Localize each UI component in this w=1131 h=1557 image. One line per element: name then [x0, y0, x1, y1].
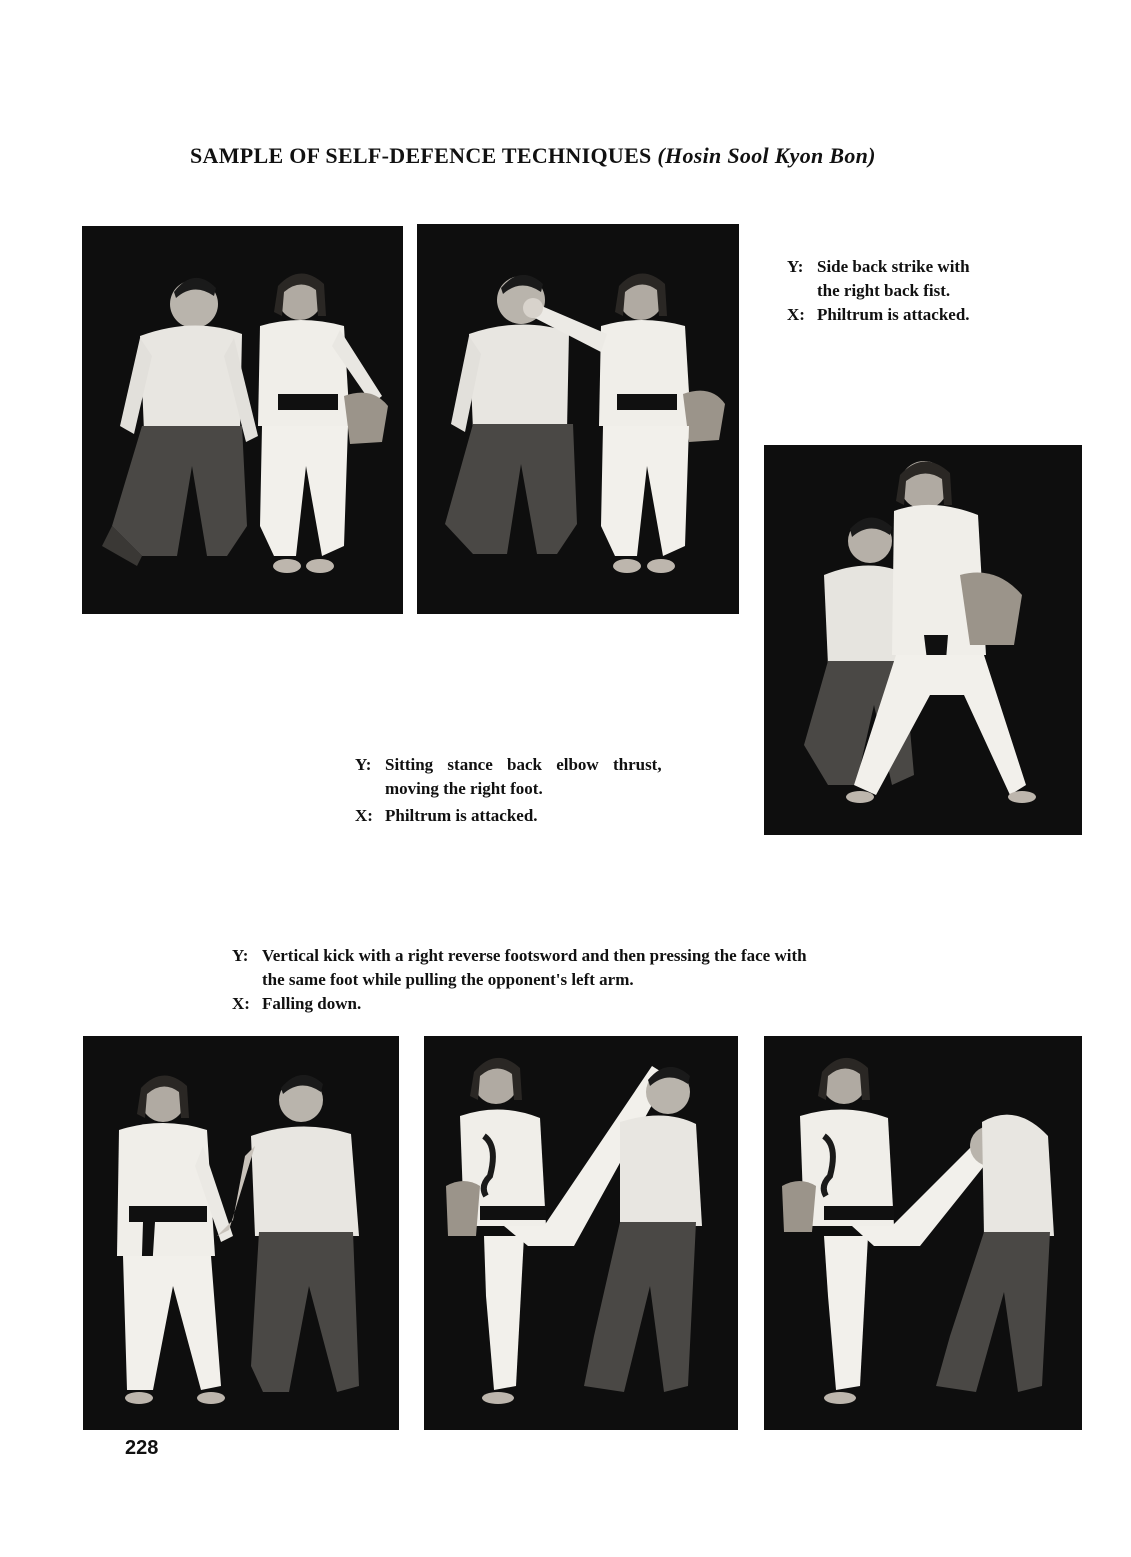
caption-x-key: X: [355, 806, 373, 825]
caption-y-text: Vertical kick with a right reverse footsword and then pressing the face with [262, 946, 807, 965]
photo-vertical-kick [424, 1036, 738, 1430]
caption-y-text: Sitting stance back elbow thrust, [385, 755, 662, 774]
caption-x-text: Philtrum is attacked. [817, 305, 970, 324]
title-subtitle: (Hosin Sool Kyon Bon) [657, 143, 876, 168]
page-title [190, 143, 1030, 169]
caption-x-text: Philtrum is attacked. [385, 806, 538, 825]
caption-x-text: Falling down. [262, 994, 362, 1013]
caption-y-text-continued: the same foot while pulling the opponent's left arm. [262, 970, 634, 989]
caption-y-key: Y: [787, 257, 804, 276]
photo-elbow-thrust [764, 445, 1082, 835]
caption-y-key: Y: [355, 755, 372, 774]
caption-vertical-kick [232, 944, 807, 1016]
title-main: SAMPLE OF SELF-DEFENCE TECHNIQUES [190, 143, 652, 168]
caption-x-key: X: [787, 305, 805, 324]
photo-arm-grab [83, 1036, 399, 1430]
caption-y-text: Side back strike with [817, 257, 970, 276]
photo-face-press [764, 1036, 1082, 1430]
caption-y-key: Y: [232, 946, 249, 965]
caption-y-text-continued: moving the right foot. [385, 779, 543, 798]
caption-elbow-thrust [355, 753, 747, 828]
caption-back-fist [787, 255, 970, 327]
photo-seated-1 [82, 226, 403, 614]
photo-back-fist-strike [417, 224, 739, 614]
page-number: 228 [125, 1437, 159, 1459]
caption-y-text-continued: the right back fist. [817, 281, 951, 300]
caption-x-key: X: [232, 994, 250, 1013]
